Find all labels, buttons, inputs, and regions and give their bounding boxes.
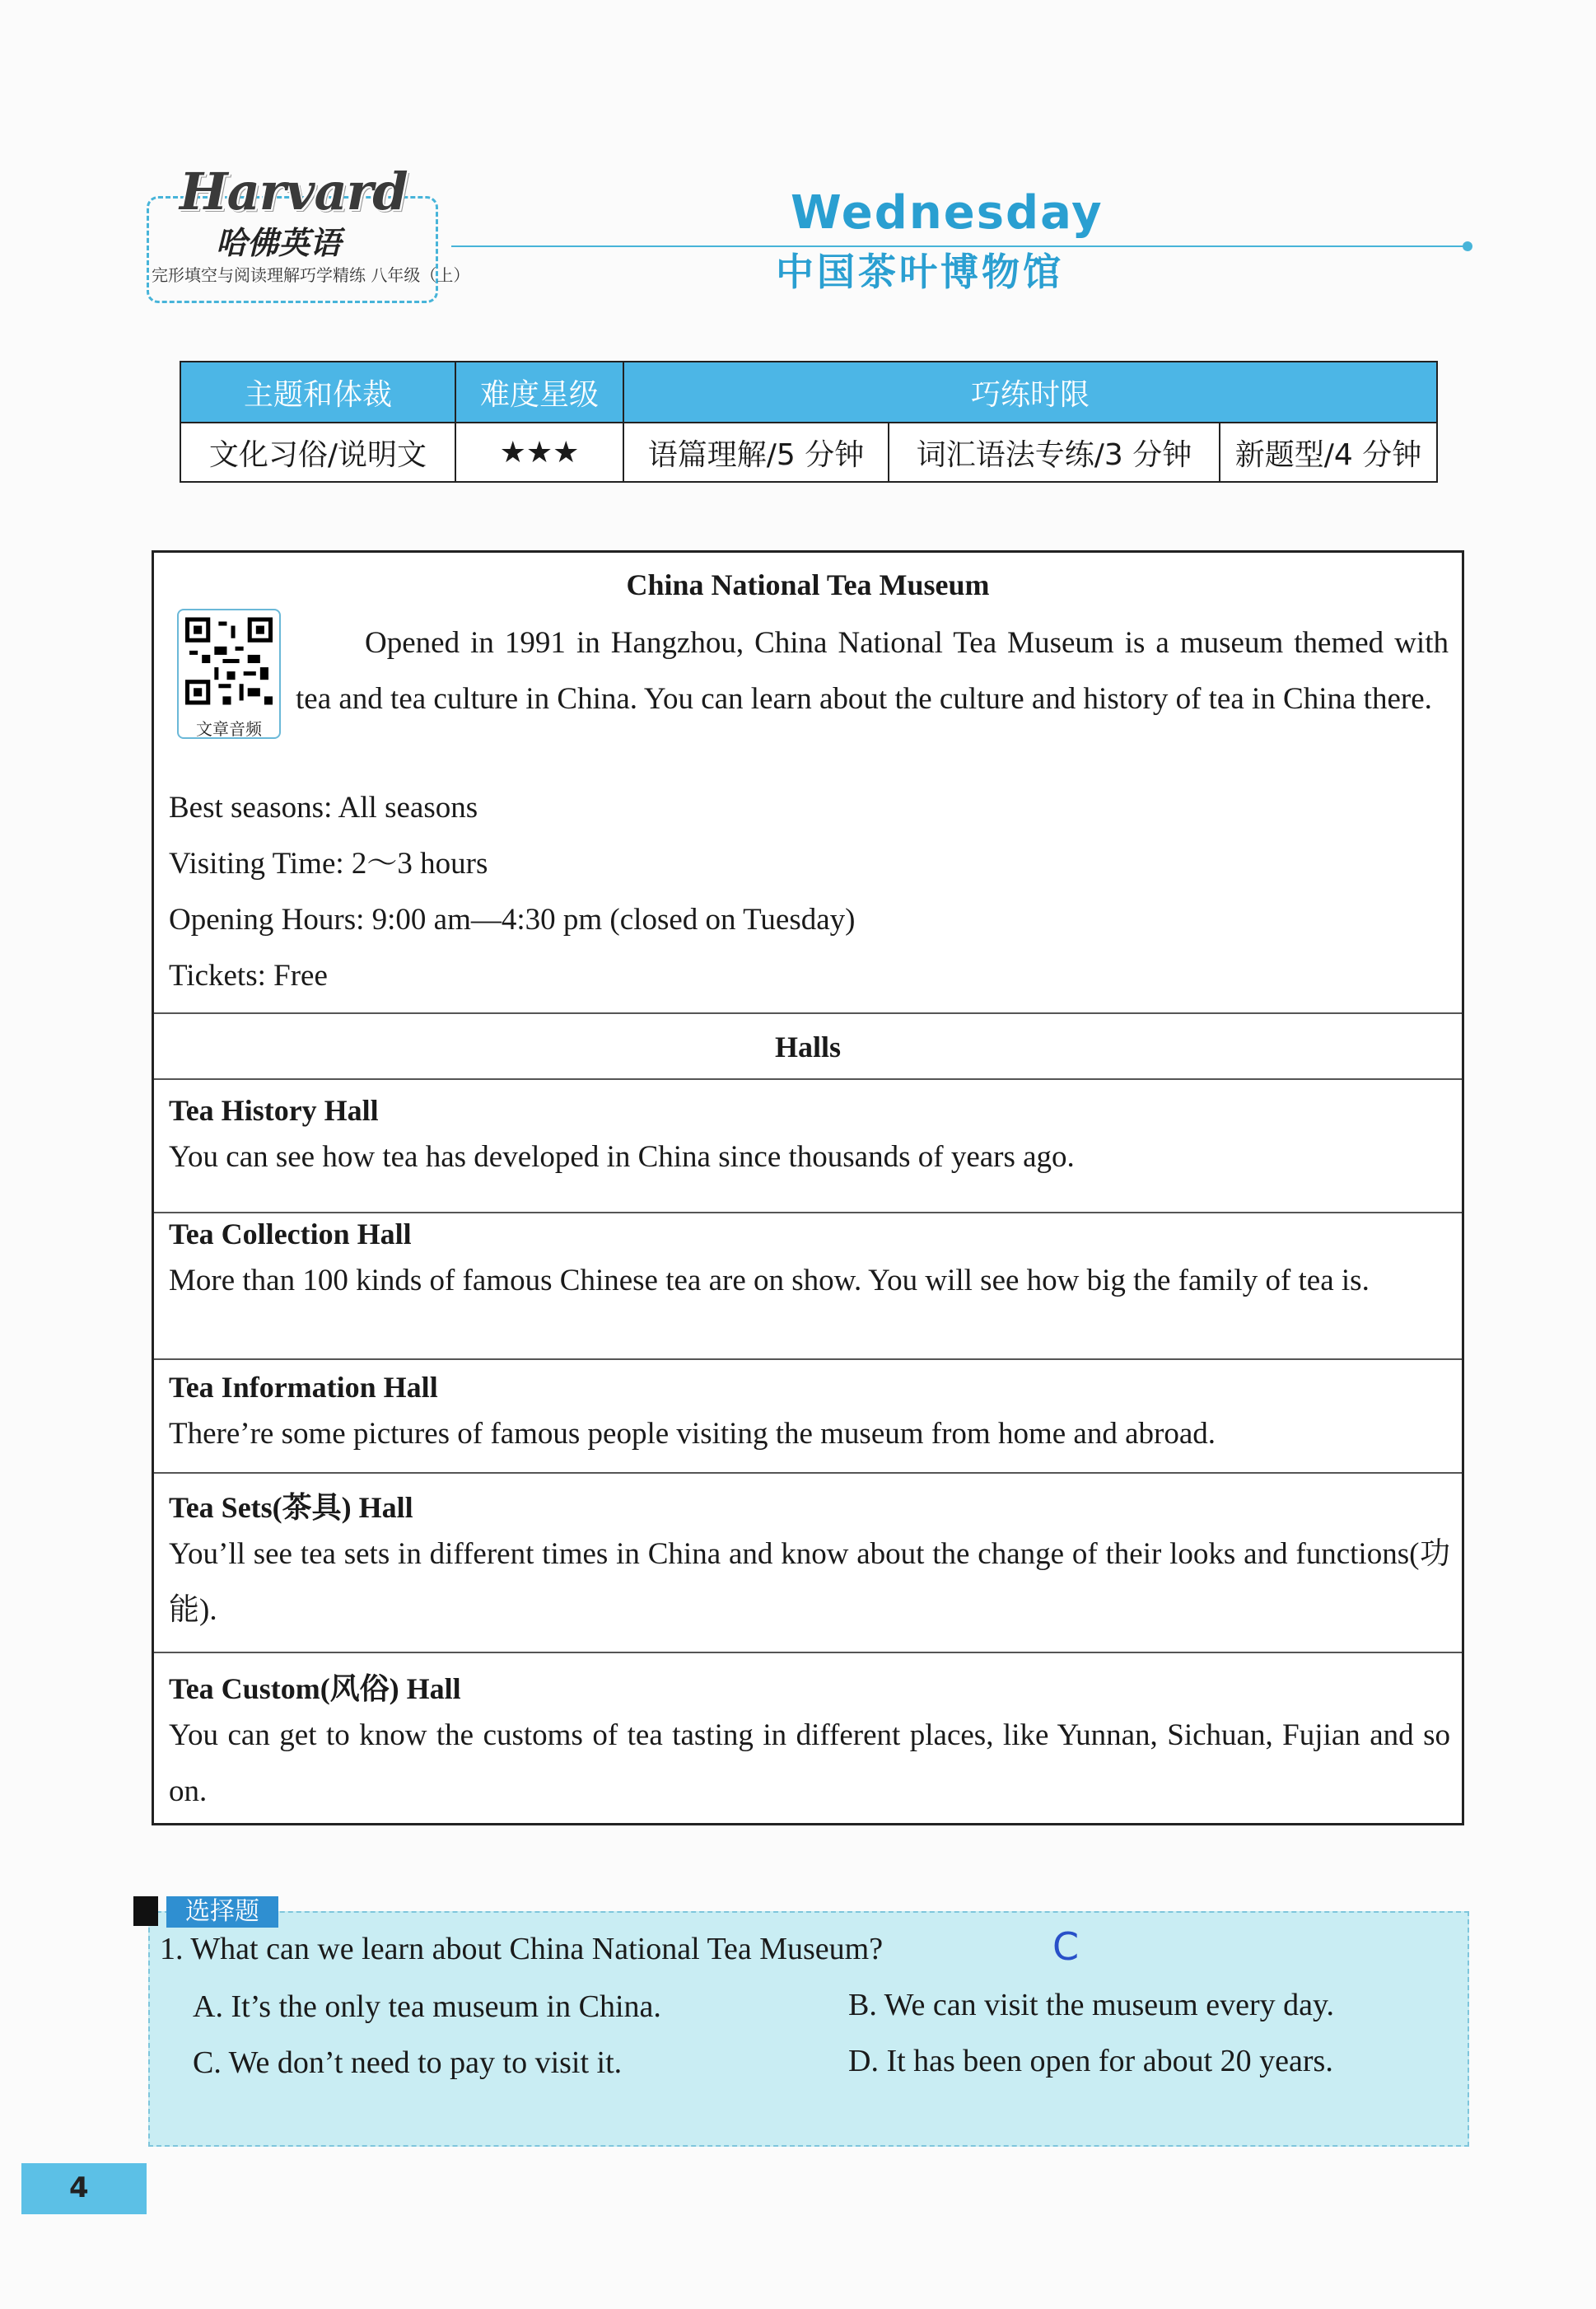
tickets: Tickets: Free — [169, 959, 328, 993]
hall-name: Tea Information Hall — [169, 1371, 438, 1404]
hall-desc: You’ll see tea sets in different times in China and know about the change of their looks and functions(功能). — [169, 1537, 1450, 1627]
passage-box — [152, 550, 1464, 1825]
topic-title: 中国茶叶博物馆 — [776, 250, 1064, 294]
question-box — [148, 1911, 1469, 2147]
cell-stars: ★★★ — [455, 423, 623, 482]
hall-name: Tea Collection Hall — [169, 1218, 412, 1250]
header-rule-dot — [1463, 241, 1472, 251]
page-number: 4 — [69, 2171, 89, 2204]
hall-desc: More than 100 kinds of famous Chinese tea are on show. You will see how big the family of tea is. — [169, 1264, 1370, 1297]
qr-code-icon — [185, 617, 273, 709]
hall-section — [154, 1212, 1462, 1358]
hall-desc: You can see how tea has developed in China since thousands of years ago. — [169, 1140, 1075, 1174]
info-table-row — [180, 423, 1437, 482]
hall-name: Tea Sets(茶具) Hall — [169, 1491, 413, 1524]
cell-vocab-time: 词汇语法专练/3 分钟 — [889, 423, 1220, 482]
hall-section — [154, 1472, 1462, 1652]
halls-heading: Halls — [774, 1031, 841, 1063]
option-d[interactable]: D. It has been open for about 20 years. — [848, 2044, 1333, 2078]
opening-hours: Opening Hours: 9:00 am—4:30 pm (closed on Tuesday) — [169, 903, 856, 937]
question-stem: 1. What can we learn about China National Tea Museum? — [160, 1932, 884, 1966]
day-title: Wednesday — [791, 186, 1104, 240]
brand-cn: 哈佛英语 — [216, 225, 342, 261]
question-type-tag: 选择题 — [166, 1896, 278, 1928]
book-subtitle: 完形填空与阅读理解巧学精练 八年级（上） — [152, 265, 470, 285]
option-a[interactable]: A. It’s the only tea museum in China. — [193, 1989, 661, 2024]
hall-name: Tea Custom(风俗) Hall — [169, 1672, 461, 1705]
cell-theme: 文化习俗/说明文 — [180, 423, 455, 482]
cell-newtype-time: 新题型/4 分钟 — [1220, 423, 1437, 482]
handwritten-answer: C — [1052, 1924, 1080, 1969]
visiting-time: Visiting Time: 2～3 hours — [169, 847, 488, 881]
hall-name: Tea History Hall — [169, 1094, 379, 1127]
hall-section — [154, 1078, 1462, 1212]
info-table — [180, 361, 1438, 483]
option-c[interactable]: C. We don’t need to pay to visit it. — [193, 2045, 623, 2080]
section-marker — [133, 1896, 158, 1926]
intro-paragraph: Opened in 1991 in Hangzhou, China National Tea Museum is a museum themed with tea and tea culture in China. You can learn about the culture and history of tea in China there. — [296, 626, 1449, 716]
qr-code[interactable] — [177, 609, 281, 739]
hall-desc: You can get to know the customs of tea tasting in different places, like Yunnan, Sichuan, Fujian and so on. — [169, 1718, 1450, 1808]
halls-heading-row — [154, 1012, 1462, 1078]
option-b[interactable]: B. We can visit the museum every day. — [848, 1988, 1335, 2022]
info-table-header — [180, 362, 1437, 423]
header-time-limit: 巧练时限 — [623, 362, 1437, 423]
hall-section — [154, 1358, 1462, 1472]
cell-reading-time: 语篇理解/5 分钟 — [623, 423, 889, 482]
header-difficulty: 难度星级 — [455, 362, 623, 423]
hall-section — [154, 1652, 1462, 1826]
best-seasons: Best seasons: All seasons — [169, 791, 478, 825]
brand-logo: Harvard — [180, 161, 408, 222]
header-theme: 主题和体裁 — [180, 362, 455, 423]
hall-desc: There’re some pictures of famous people visiting the museum from home and abroad. — [169, 1417, 1216, 1451]
qr-label: 文章音频 — [196, 719, 262, 739]
passage-title: China National Tea Museum — [626, 568, 990, 601]
